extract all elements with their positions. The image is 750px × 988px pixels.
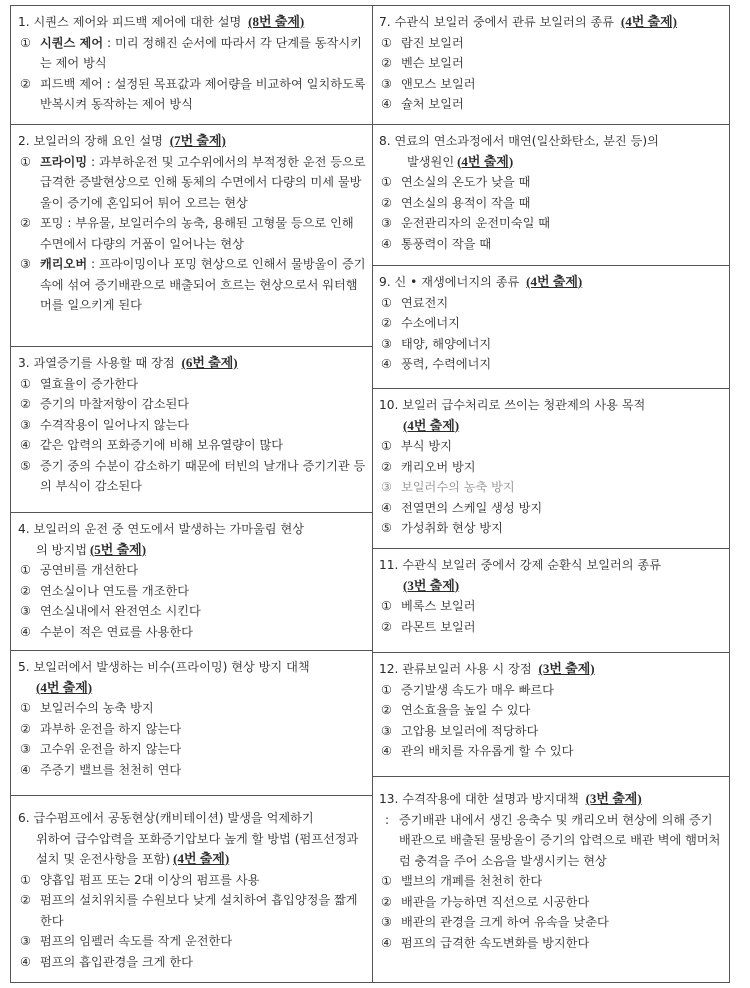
list-item: ② 증기의 마찰저항이 감소된다 [20, 397, 190, 411]
list-item: ① 연료전지 [381, 295, 449, 310]
summary-sheet [10, 5, 730, 983]
frequency-badge: (7번 출제) [169, 133, 226, 148]
list-item: ③ 운전관리자의 운전미숙일 때 [381, 216, 551, 230]
question-title: 수관식 보일러 중에서 강제 순환식 보일러의 종류 [402, 558, 661, 572]
answer-list [379, 172, 723, 254]
question-title: 수격작용에 대한 설명과 방지대책 [402, 792, 579, 806]
list-item: ④ 관의 배치를 자유롭게 할 수 있다 [381, 744, 574, 758]
list-item: ① 밸브의 개폐를 천천히 한다 [381, 874, 543, 888]
answer-list [379, 33, 723, 115]
frequency-badge: (3번 출제) [538, 661, 595, 676]
question-number: 5. [18, 660, 30, 674]
list-item: ④ 펌프의 급격한 속도변화를 방지한다 [381, 935, 590, 950]
question-6 [11, 796, 372, 982]
frequency-badge: (3번 출제) [403, 577, 460, 593]
question-title-cont: 발생원인 [407, 154, 455, 169]
list-item: ③ 펌프의 임펠러 속도를 작게 운전한다 [20, 934, 233, 948]
question-number: 1. [18, 15, 30, 29]
question-title: 관류보일러 사용 시 장점 [402, 662, 532, 676]
list-item: ② 수소에너지 [381, 316, 460, 330]
list-item: ① 람진 보일러 [381, 35, 464, 50]
list-item: ③ 연소실내에서 완전연소 시킨다 [20, 604, 201, 618]
question-title: 과열증기를 사용할 때 장점 [33, 356, 175, 370]
question-title-cont: 의 방지법 [36, 542, 87, 557]
frequency-badge: (4번 출제) [173, 851, 230, 866]
question-title: 연료의 연소과정에서 매연(일산화탄소, 분진 등)의 [394, 134, 659, 148]
frequency-badge: (4번 출제) [526, 274, 583, 289]
list-item: ④ 슐처 보일러 [381, 97, 464, 111]
question-9 [372, 266, 729, 389]
question-title-cont: 위하여 급수압력을 포화증기압보다 높게 할 방법 (펌프선정과 설치 및 운전사항을 포함) [36, 831, 359, 866]
question-7 [372, 6, 729, 125]
frequency-badge: (5번 출제) [89, 541, 147, 557]
list-item: ⑤ 증기 중의 수분이 감소하기 때문에 터빈의 날개나 증기기관 등의 부식이 감소된다 [20, 458, 366, 493]
question-4 [11, 513, 372, 651]
question-number: 9. [379, 275, 391, 289]
list-item: ① 보일러수의 농축 방지 [20, 701, 154, 715]
question-10 [372, 389, 729, 549]
answer-list [18, 152, 366, 316]
question-5 [11, 651, 372, 796]
frequency-badge: (4번 출제) [457, 153, 514, 169]
question-number: 12. [379, 662, 399, 676]
question-1 [11, 6, 372, 125]
answer-list [379, 436, 723, 539]
list-item: ④ 풍력, 수력에너지 [381, 357, 492, 371]
list-item: ① 부식 방지 [381, 439, 452, 453]
answer-list [18, 698, 366, 780]
question-description: : 증기배관 내에서 생긴 응축수 및 캐리오버 현상에 의해 증기배관으로 배출된 물방울이 증기의 압력으로 배관 벽에 햄머처럼 충격을 주어 소음을 발생시키는 현상 [385, 812, 721, 868]
question-title: 시퀀스 제어와 피드백 제어에 대한 설명 [33, 15, 242, 29]
list-item: ② 포밍 : 부유물, 보일러수의 농축, 용해된 고형물 등으로 인해 수면에서 다량의 거품이 일어나는 현상 [20, 216, 354, 251]
list-item: ③ 앤모스 보일러 [381, 76, 476, 91]
list-item: ② 연소실의 용적이 작을 때 [381, 195, 531, 210]
list-item: ① 증기발생 속도가 매우 빠르다 [381, 682, 554, 697]
question-number: 8. [379, 134, 391, 148]
list-item: ① 베록스 보일러 [381, 599, 476, 613]
list-item: ③ 수격작용이 일어나지 않는다 [20, 417, 190, 432]
list-item: ③ 배관의 관경을 크게 하여 유속을 낮춘다 [381, 915, 609, 929]
list-item: ② 펌프의 설치위치를 수원보다 낮게 설치하여 흡입양정을 짧게 한다 [20, 893, 358, 928]
answer-list [18, 560, 366, 642]
frequency-badge: (6번 출제) [181, 355, 238, 370]
list-item: ② 연소실이나 연도를 개조한다 [20, 583, 190, 598]
question-number: 3. [18, 356, 30, 370]
question-8 [372, 125, 729, 266]
list-item: ③ 보일러수의 농축 방지 [381, 480, 515, 494]
list-item: ② 피드백 제어 : 설정된 목표값과 제어량을 비교하여 일치하도록 반복시켜 동작하는 제어 방식 [20, 76, 366, 111]
left-column [11, 6, 373, 982]
list-item: ③ 태양, 해양에너지 [381, 336, 492, 351]
list-item: ① 연소실의 온도가 낮을 때 [381, 175, 531, 189]
list-item: ① 양흡입 펌프 또는 2대 이상의 펌프를 사용 [20, 872, 260, 887]
question-number: 4. [18, 522, 30, 536]
question-2 [11, 125, 372, 347]
list-item: ③ 고압용 보일러에 적당하다 [381, 723, 539, 738]
question-13 [372, 777, 729, 982]
frequency-badge: (4번 출제) [403, 417, 460, 433]
question-title: 보일러의 운전 중 연도에서 발생하는 가마울림 현상 [33, 522, 304, 536]
list-item: ④ 수분이 적은 연료를 사용한다 [20, 624, 193, 639]
question-11 [372, 549, 729, 653]
answer-list [18, 33, 366, 115]
frequency-badge: (8번 출제) [248, 14, 305, 29]
list-item: ② 캐리오버 방지 [381, 459, 476, 474]
list-item: ② 배관을 가능하면 직선으로 시공한다 [381, 894, 590, 909]
question-3 [11, 347, 372, 513]
question-title: 급수펌프에서 공동현상(캐비테이션) 발생을 억제하기 [33, 811, 314, 825]
list-item: ① 공연비를 개선한다 [20, 563, 139, 577]
list-item: ④ 주증기 밸브를 천천히 연다 [20, 762, 182, 777]
list-item: ① 열효율이 증가한다 [20, 376, 139, 391]
answer-list [18, 870, 366, 973]
question-number: 6. [18, 811, 30, 825]
list-item: ② 벤슨 보일러 [381, 56, 464, 70]
frequency-badge: (4번 출제) [36, 679, 93, 695]
question-number: 13. [379, 792, 399, 806]
answer-list [18, 374, 366, 497]
list-item: ① 시퀀스 제어 : 미리 정해진 순서에 따라서 각 단계를 동작시키는 제어 방식 [20, 35, 362, 70]
list-item: ① 프라이밍 : 과부하운전 및 고수위에서의 부적정한 운전 등으로 급격한 증발현상으로 인해 동체의 수면에서 다량의 미세 물방울이 증기에 혼입되어 튀어 오르는 현상 [20, 154, 366, 210]
answer-list [379, 596, 723, 637]
answer-list [379, 680, 723, 762]
answer-list [379, 871, 723, 953]
list-item: ② 라몬트 보일러 [381, 619, 476, 634]
list-item: ④ 같은 압력의 포화증기에 비해 보유열량이 많다 [20, 438, 284, 452]
frequency-badge: (3번 출제) [585, 791, 642, 806]
list-item: ④ 펌프의 흡입관경을 크게 한다 [20, 954, 193, 969]
right-column [372, 6, 729, 982]
question-number: 7. [379, 15, 391, 29]
answer-list [379, 293, 723, 375]
question-title: 신 • 재생에너지의 종류 [394, 275, 520, 289]
question-number: 2. [18, 134, 30, 148]
list-item: ⑤ 가성취화 현상 방지 [381, 521, 503, 535]
frequency-badge: (4번 출제) [620, 14, 677, 29]
question-title: 수관식 보일러 중에서 관류 보일러의 종류 [394, 15, 615, 29]
list-item: ② 과부하 운전을 하지 않는다 [20, 721, 182, 736]
question-number: 10. [379, 398, 399, 412]
list-item: ④ 통풍력이 작을 때 [381, 236, 492, 251]
question-title: 보일러 급수처리로 쓰이는 청관제의 사용 목적 [402, 398, 646, 412]
list-item: ② 연소효율을 높일 수 있다 [381, 703, 531, 717]
question-12 [372, 653, 729, 777]
question-title: 보일러의 장해 요인 설명 [33, 134, 163, 148]
list-item: ③ 고수위 운전을 하지 않는다 [20, 742, 182, 756]
question-number: 11. [379, 558, 399, 572]
list-item: ④ 전열면의 스케일 생성 방지 [381, 500, 543, 515]
list-item: ③ 캐리오버 : 프라이밍이나 포밍 현상으로 인해서 물방울이 증기 속에 섞여 증기배관으로 배출되어 흐르는 현상으로서 워터햄머를 일으키게 된다 [20, 257, 366, 312]
question-title: 보일러에서 발생하는 비수(프라이밍) 현상 방지 대책 [33, 660, 310, 674]
